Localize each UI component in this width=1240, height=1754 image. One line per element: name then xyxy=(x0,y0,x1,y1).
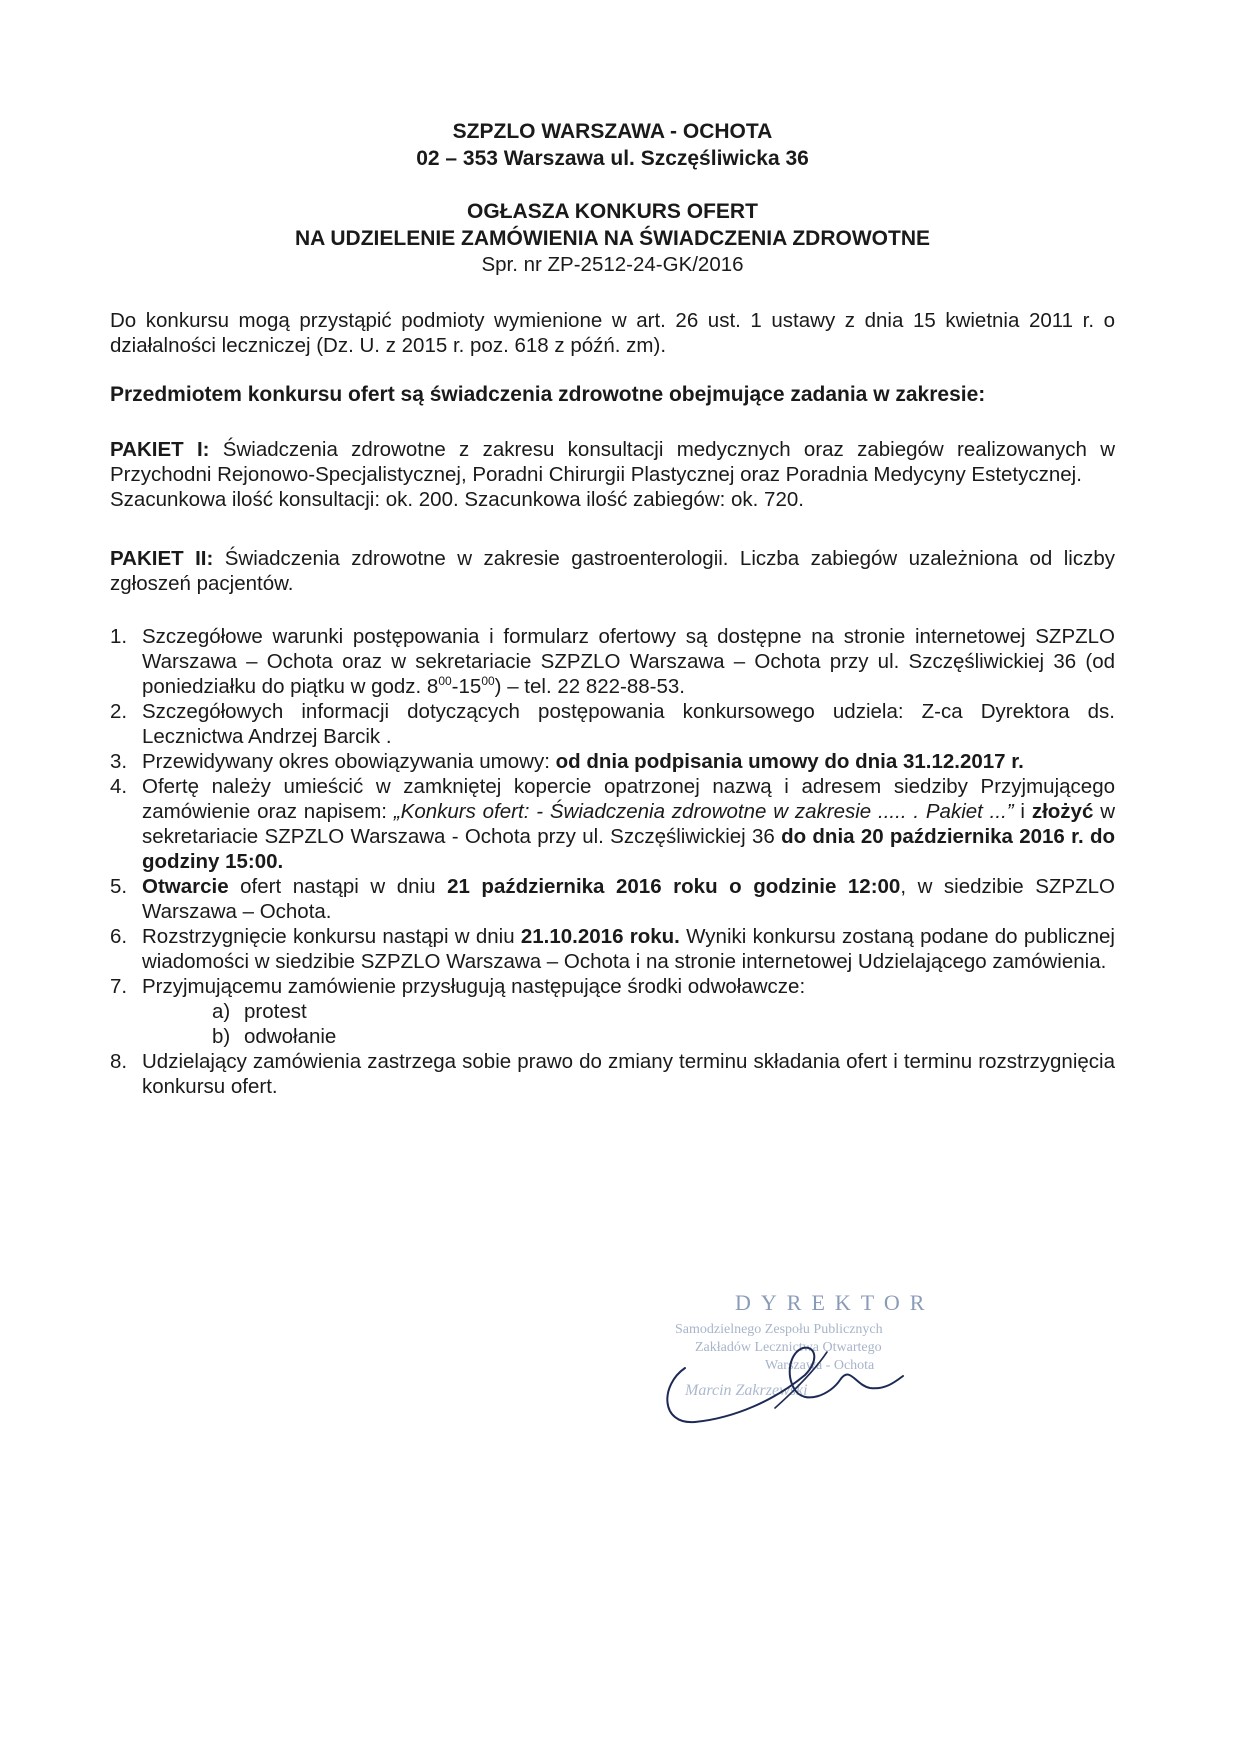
list-number: 7. xyxy=(110,975,128,998)
package-1-estimate: Szacunkowa ilość konsultacji: ok. 200. Szacunkowa ilość zabiegów: ok. 720. xyxy=(110,488,804,511)
list-item: 7. Przyjmującemu zamówienie przysługują następujące środki odwoławcze: a) protest b) odwołanie xyxy=(110,974,1115,1049)
stamp-line-3: Warszawa - Ochota xyxy=(765,1358,875,1373)
intro-paragraph: Do konkursu mogą przystąpić podmioty wymienione w art. 26 ust. 1 ustawy z dnia 15 kwietnia 2011 r. o działalności leczniczej (Dz. U. z 2015 r. poz. 618 z późń. zm). xyxy=(110,309,1115,357)
package-1-label: PAKIET I: xyxy=(110,438,210,461)
sublist-item: a) protest xyxy=(212,1000,307,1023)
sublist-item: b) odwołanie xyxy=(212,1025,337,1048)
conditions-list xyxy=(110,624,1115,1099)
remedies-sublist xyxy=(142,999,1115,1049)
list-item: 3. Przewidywany okres obowiązywania umowy: od dnia podpisania umowy do dnia 31.12.2017 r. xyxy=(110,750,1024,773)
announcement-subtitle: NA UDZIELENIE ZAMÓWIENIA NA ŚWIADCZENIA ZDROWOTNE xyxy=(294,227,930,250)
list-item: 8. Udzielający zamówienia zastrzega sobie prawo do zmiany terminu składania ofert i terminu rozstrzygnięcia konkursu ofert. xyxy=(110,1050,1115,1098)
list-item: 4. Ofertę należy umieścić w zamkniętej kopercie opatrzonej nazwą i adresem siedziby Przyjmującego zamówienie oraz napisem: „Konkurs ofert: - Świadczenia zdrowotne w zakresie ..... . Pakiet ...” i złożyć w sekretariacie SZPZLO Warszawa - Ochota przy ul. Szczęśliwickiej 36 do dnia 20 października 2016 r. do godziny 15:00. xyxy=(110,775,1115,873)
list-number: 5. xyxy=(110,875,128,898)
list-item: 6. Rozstrzygnięcie konkursu nastąpi w dniu 21.10.2016 roku. Wyniki konkursu zostaną podane do publicznej wiadomości w siedzibie SZPZLO Warszawa – Ochota i na stronie internetowej Udzielającego zamówienia. xyxy=(110,925,1115,973)
list-item: 5. Otwarcie ofert nastąpi w dniu 21 października 2016 roku o godzinie 12:00, w siedzibie SZPZLO Warszawa – Ochota. xyxy=(110,875,1115,923)
organization-address: 02 – 353 Warszawa ul. Szczęśliwicka 36 xyxy=(416,147,809,170)
list-number: 1. xyxy=(110,625,128,648)
announcement-title: OGŁASZA KONKURS OFERT xyxy=(467,200,758,223)
director-stamp xyxy=(655,1290,955,1450)
list-number: 8. xyxy=(110,1050,128,1073)
package-2-text: Świadczenia zdrowotne w zakresie gastroenterologii. Liczba zabiegów uzależniona od liczby zgłoszeń pacjentów. xyxy=(110,547,1115,595)
list-item: 2. Szczegółowych informacji dotyczących postępowania konkursowego udziela: Z-ca Dyrektora ds. Lecznictwa Andrzej Barcik . xyxy=(110,700,1115,748)
document-page xyxy=(110,118,1115,1099)
signature-icon xyxy=(655,1290,955,1450)
stamp-name: Marcin Zakrzewski xyxy=(685,1382,808,1399)
subject-heading: Przedmiotem konkursu ofert są świadczenia zdrowotne obejmujące zadania w zakresie: xyxy=(110,383,986,406)
reference-number: Spr. nr ZP-2512-24-GK/2016 xyxy=(481,253,744,276)
list-item: 1. Szczegółowe warunki postępowania i formularz ofertowy są dostępne na stronie internetowej SZPZLO Warszawa – Ochota oraz w sekretariacie SZPZLO Warszawa – Ochota przy ul. Szczęśliwickiej 36 (od poniedziałku do piątku w godz. $8^{00}-15^{00}$) – tel. 22 822-88-53. xyxy=(110,625,1115,698)
list-number: 2. xyxy=(110,700,128,723)
organization-name: SZPZLO WARSZAWA - OCHOTA xyxy=(452,120,773,143)
stamp-line-1: Samodzielnego Zespołu Publicznych xyxy=(675,1322,883,1337)
document-header xyxy=(110,118,1115,278)
list-number: 6. xyxy=(110,925,128,948)
stamp-title: DYREKTOR xyxy=(735,1290,935,1315)
package-1-text: Świadczenia zdrowotne z zakresu konsultacji medycznych oraz zabiegów realizowanych w Przychodni Rejonowo-Specjalistycznej, Poradni Chirurgii Plastycznej oraz Poradnia Medycyny Estetycznej. xyxy=(110,438,1116,486)
package-1 xyxy=(110,437,1115,487)
package-2-label: PAKIET II: xyxy=(110,547,214,570)
list-number: 3. xyxy=(110,750,128,773)
package-2 xyxy=(110,546,1115,596)
list-number: 4. xyxy=(110,775,128,798)
stamp-line-2: Zakładów Lecznictwa Otwartego xyxy=(695,1340,882,1355)
